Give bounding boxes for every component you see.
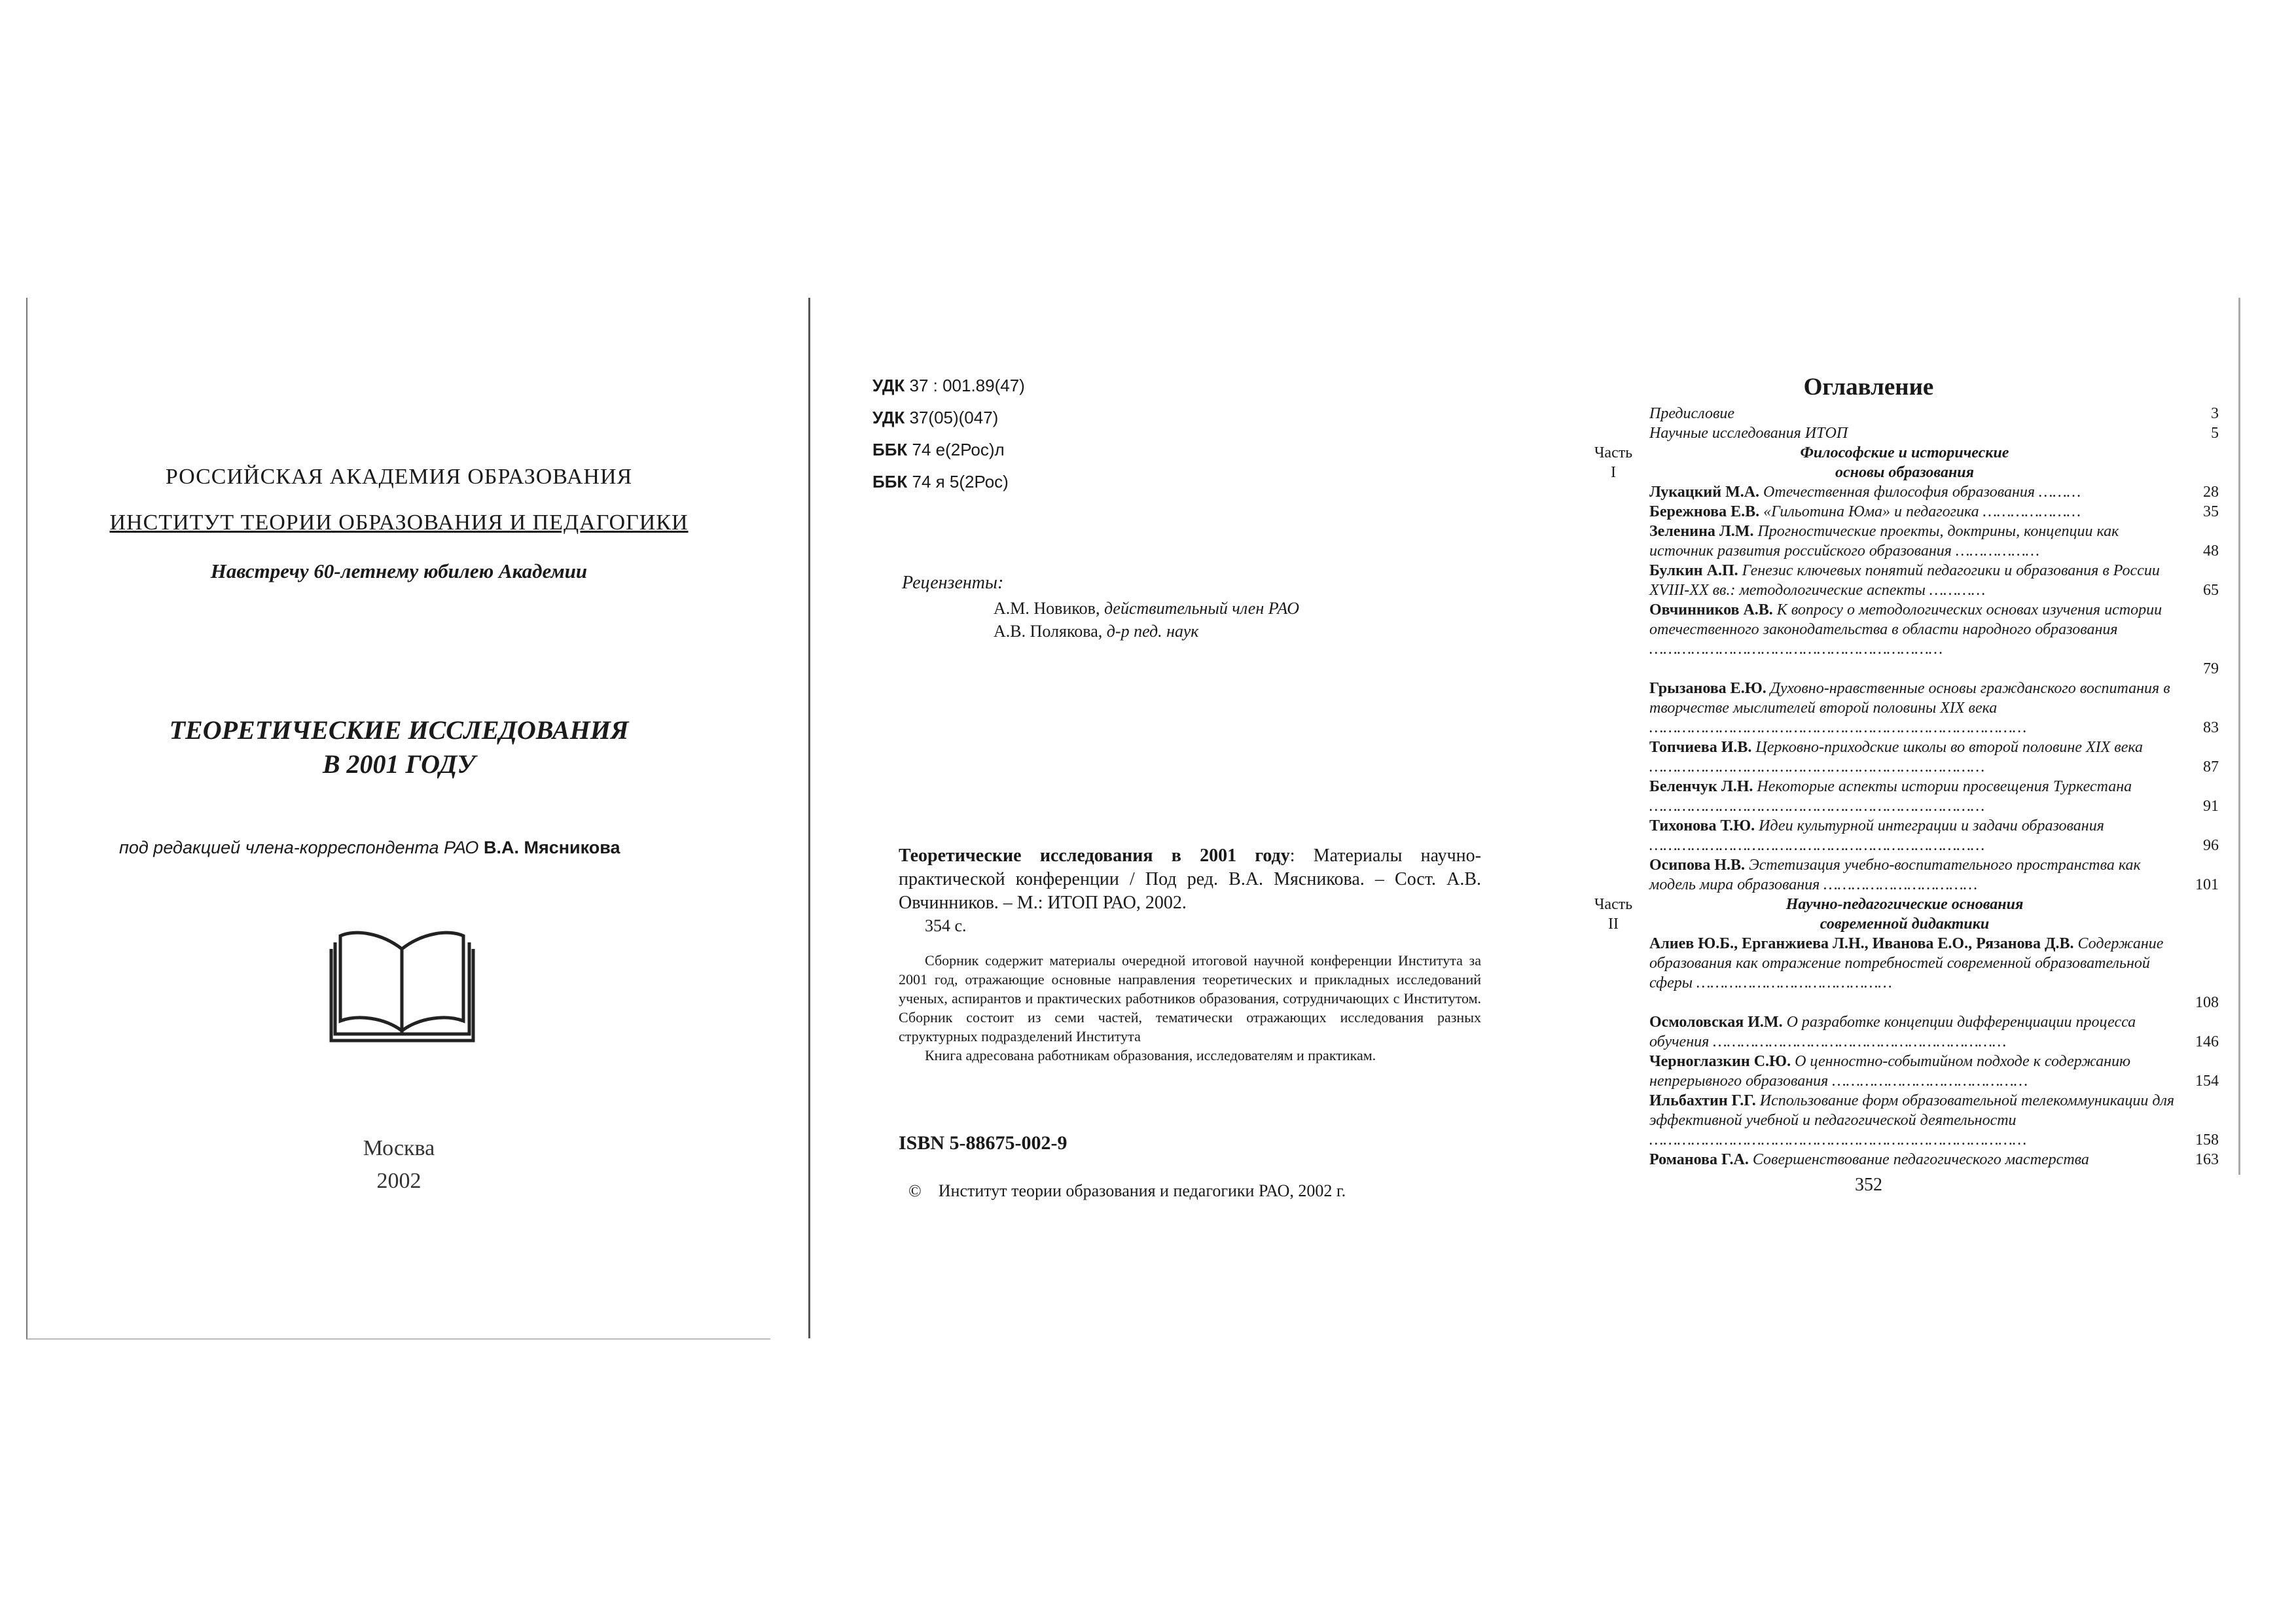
toc-page-number: 163 bbox=[2195, 1151, 2219, 1168]
reviewer-name: А.М. Новиков, bbox=[994, 599, 1100, 618]
toc-page bbox=[1499, 298, 2240, 1175]
toc-title: Прогностические проекты, доктрины, концепции как источник развития российского образования ……………… bbox=[1649, 523, 2119, 560]
copyright-line bbox=[908, 1181, 1346, 1201]
code-value: 37 : 001.89(47) bbox=[909, 376, 1025, 395]
toc-entry bbox=[1649, 404, 2219, 423]
toc-entry bbox=[1649, 1012, 2179, 1052]
part-label bbox=[1577, 443, 1649, 482]
code-value: 74 я 5(2Рос) bbox=[912, 472, 1009, 491]
code-line bbox=[872, 466, 1025, 498]
toc-title: Церковно-приходские школы во второй половине XIX века ……………………………………………………………… bbox=[1649, 739, 2143, 776]
toc-title: Генезис ключевых понятий педагогики и образования в России XVIII-XX вв.: методологические аспекты ………… bbox=[1649, 562, 2160, 599]
toc-title: Идеи культурной интеграции и задачи образования ……………………………………………………………… bbox=[1649, 817, 2104, 854]
part-number: I bbox=[1611, 464, 1616, 481]
toc-author: Тихонова Т.Ю. bbox=[1649, 817, 1755, 834]
part-word: Часть bbox=[1594, 444, 1633, 461]
toc-entry bbox=[1649, 1052, 2179, 1091]
toc-title: О ценностно-событийном подходе к содержанию непрерывного образования …………………………………… bbox=[1649, 1053, 2130, 1090]
toc-author: Ильбахтин Г.Г. bbox=[1649, 1092, 1756, 1109]
code-line bbox=[872, 434, 1025, 466]
toc-page-number: 87 bbox=[2203, 758, 2219, 776]
part-title-line: Научно-педагогические основания bbox=[1785, 896, 2024, 913]
code-label: ББК bbox=[872, 472, 908, 491]
toc-title: Духовно-нравственные основы гражданского воспитания в творчестве мыслителей второй половины XIX века ……………………………………………………………………… bbox=[1649, 680, 2170, 736]
toc-entry bbox=[1649, 1091, 2179, 1150]
toc-author: Осипова Н.В. bbox=[1649, 857, 1746, 874]
toc-author: Бережнова Е.В. bbox=[1649, 503, 1760, 520]
toc-title: К вопросу о методологических основах изучения истории отечественного законодательства в области народного образования ……………………………………………………… bbox=[1649, 601, 2162, 658]
toc-heading: Оглавление bbox=[1803, 374, 1934, 401]
copyright-icon: © bbox=[908, 1181, 922, 1200]
toc-entry bbox=[1649, 561, 2179, 600]
page-number: 352 bbox=[1855, 1175, 1882, 1195]
part-word: Часть bbox=[1594, 896, 1633, 913]
toc-entry bbox=[1649, 502, 2219, 522]
toc-title: Содержание образования как отражение потребностей современной образовательной сферы …………………………………… bbox=[1649, 935, 2164, 991]
toc-title: Отечественная философия образования ……… bbox=[1763, 484, 2081, 501]
part-title-line: Философские и исторические bbox=[1800, 444, 2009, 461]
code-value: 37(05)(047) bbox=[909, 408, 999, 427]
jubilee-line: Навстречу 60-летнему юбилею Академии bbox=[210, 560, 588, 582]
part-title-line: современной дидактики bbox=[1820, 916, 1990, 933]
toc-author: Грызанова Е.Ю. bbox=[1649, 680, 1767, 697]
copyright-text: Институт теории образования и педагогики РАО, 2002 г. bbox=[938, 1181, 1346, 1200]
toc-page-number: 101 bbox=[2195, 876, 2219, 893]
toc-author: Черноглазкин С.Ю. bbox=[1649, 1053, 1791, 1070]
toc-page-number: 154 bbox=[2195, 1073, 2219, 1090]
annotation-text: Сборник содержит материалы очередной итоговой научной конференции Института за 2001 год, отражающие основные направления теоретических и прикладных исследований ученых, аспирантов и практических работников образования, сотрудничающих с Институтом. Сборник состоит из семи частей, тематически отражающих исследования разных структурных подразделений Института bbox=[899, 952, 1481, 1044]
toc-page-number: 35 bbox=[2203, 503, 2219, 520]
toc-author: Романова Г.А. bbox=[1649, 1151, 1749, 1168]
isbn: ISBN 5-88675-002-9 bbox=[899, 1132, 1067, 1154]
toc-page-number: 83 bbox=[2203, 719, 2219, 736]
part-title bbox=[1649, 895, 2160, 934]
toc-page-number: 96 bbox=[2203, 837, 2219, 854]
toc-author: Овчинников А.В. bbox=[1649, 601, 1773, 618]
reviewer-role: д-р пед. наук bbox=[1106, 622, 1199, 641]
toc-entry bbox=[1649, 522, 2179, 561]
toc-title: Совершенствование педагогического мастерства bbox=[1752, 1151, 2089, 1168]
toc-page-number: 65 bbox=[2203, 582, 2219, 599]
part-number: II bbox=[1608, 916, 1619, 933]
toc-title: Предисловие bbox=[1649, 405, 1735, 422]
academy-name: РОССИЙСКАЯ АКАДЕМИЯ ОБРАЗОВАНИЯ bbox=[165, 465, 633, 489]
code-label: ББК bbox=[872, 440, 908, 459]
classification-codes bbox=[872, 370, 1025, 498]
bibliographic-description bbox=[899, 844, 1481, 915]
book-title-line1: ТЕОРЕТИЧЕСКИЕ ИССЛЕДОВАНИЯ bbox=[169, 715, 629, 745]
toc-entry bbox=[1649, 816, 2179, 855]
toc-page-number: 158 bbox=[2195, 1132, 2219, 1149]
part-title bbox=[1649, 443, 2160, 482]
toc-author: Алиев Ю.Б., Ерганжиева Л.Н., Иванова Е.О., Рязанова Д.В. bbox=[1649, 935, 2074, 952]
toc-title: «Гильотина Юма» и педагогика ………………… bbox=[1763, 503, 2081, 520]
toc-entry bbox=[1649, 1150, 2219, 1169]
code-line bbox=[872, 370, 1025, 402]
toc-page-number: 108 bbox=[2195, 994, 2219, 1011]
toc-page-number: 5 bbox=[2211, 425, 2219, 442]
annotation bbox=[899, 951, 1481, 1065]
editor-name: В.А. Мясникова bbox=[483, 838, 620, 857]
toc-page-number: 79 bbox=[2203, 660, 2219, 677]
toc-title: Использование форм образовательной телекоммуникации для эффективной учебной и педагогической деятельности ……………………………………………………………………… bbox=[1649, 1092, 2175, 1149]
code-line bbox=[872, 402, 1025, 434]
part-title-line: основы образования bbox=[1835, 464, 1974, 481]
toc-entry bbox=[1649, 777, 2179, 816]
toc-page-number: 146 bbox=[2195, 1033, 2219, 1050]
code-label: УДК bbox=[872, 408, 905, 427]
toc-author: Беленчук Л.Н. bbox=[1649, 778, 1753, 795]
book-title bbox=[27, 713, 770, 781]
open-book-icon bbox=[329, 923, 476, 1047]
toc-page-number: 91 bbox=[2203, 798, 2219, 815]
book-title-line2: В 2001 ГОДУ bbox=[322, 749, 476, 779]
toc-author: Булкин А.П. bbox=[1649, 562, 1738, 579]
toc-page-number: 3 bbox=[2211, 405, 2219, 422]
toc-entry bbox=[1649, 679, 2179, 738]
toc-entry bbox=[1649, 934, 2179, 993]
toc-entry bbox=[1649, 600, 2179, 659]
editor-line bbox=[119, 838, 774, 858]
editor-prefix: под редакцией члена-корреспондента РАО bbox=[119, 838, 479, 857]
reviewers-label: Рецензенты: bbox=[902, 573, 1004, 593]
toc-title: Научные исследования ИТОП bbox=[1649, 425, 1848, 442]
toc-entry bbox=[1649, 855, 2179, 895]
toc-author: Топчиева И.В. bbox=[1649, 739, 1752, 756]
year: 2002 bbox=[376, 1169, 422, 1193]
toc-entry bbox=[1649, 738, 2179, 777]
institute-name: ИНСТИТУТ ТЕОРИИ ОБРАЗОВАНИЯ И ПЕДАГОГИКИ bbox=[109, 510, 689, 535]
biblio-rest: : Материалы научно-практической конференции / Под ред. В.А. Мясникова. – Сост. А.В. Овчинников. – М.: ИТОП РАО, 2002. bbox=[899, 846, 1481, 913]
reviewer-2 bbox=[994, 622, 1198, 641]
toc-author: Зеленина Л.М. bbox=[1649, 523, 1754, 540]
city: Москва bbox=[363, 1136, 435, 1160]
code-value: 74 е(2Рос)л bbox=[912, 440, 1005, 459]
toc-author: Осмоловская И.М. bbox=[1649, 1014, 1783, 1031]
page-count: 354 с. bbox=[925, 916, 967, 935]
biblio-title: Теоретические исследования в 2001 году bbox=[899, 846, 1290, 866]
toc-entry bbox=[1649, 423, 2219, 443]
toc-title: Эстетизация учебно-воспитательного пространства как модель мира образования …………………………… bbox=[1649, 857, 2141, 893]
toc-page-number: 48 bbox=[2203, 543, 2219, 560]
reviewer-role: действительный член РАО bbox=[1103, 599, 1300, 618]
toc-title: Некоторые аспекты истории просвещения Туркестана ……………………………………………………………… bbox=[1649, 778, 2132, 815]
imprint bbox=[27, 1132, 770, 1198]
toc-author: Лукацкий М.А. bbox=[1649, 484, 1760, 501]
title-page bbox=[26, 298, 770, 1340]
imprint-page bbox=[808, 298, 1498, 1338]
toc-title: О разработке концепции дифференциации процесса обучения ……………………………………………………… bbox=[1649, 1014, 2136, 1050]
reviewer-1 bbox=[994, 599, 1299, 618]
part-label bbox=[1577, 895, 1649, 934]
toc-page-number: 28 bbox=[2203, 484, 2219, 501]
annotation-audience: Книга адресована работникам образования, исследователям и практикам. bbox=[925, 1047, 1376, 1063]
toc-entry bbox=[1649, 482, 2219, 502]
code-label: УДК bbox=[872, 376, 905, 395]
reviewer-name: А.В. Полякова, bbox=[994, 622, 1103, 641]
